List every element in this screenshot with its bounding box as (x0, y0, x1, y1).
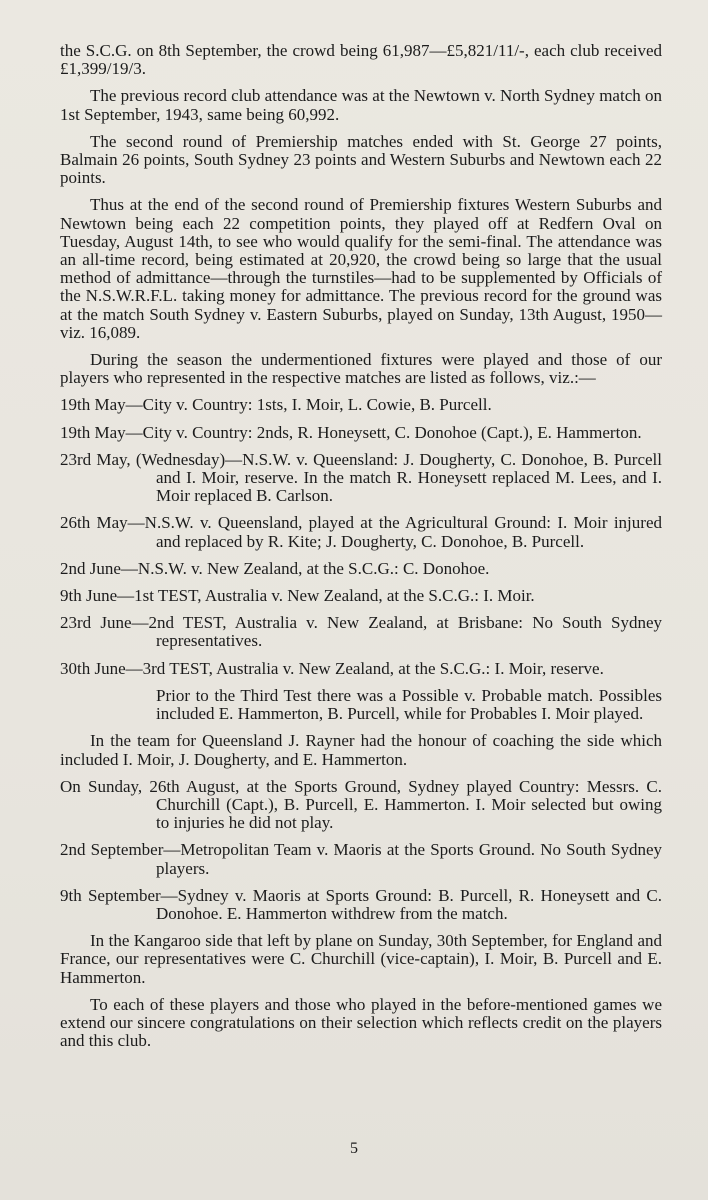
paragraph-congratulations: To each of these players and those who played in the before-mentioned games we extend our sincere congratulations on their selection which reflects credit on the players and this club. (60, 994, 662, 1051)
fixture-item: 30th June—3rd TEST, Australia v. New Zealand, at the S.C.G.: I. Moir, reserve. (60, 658, 604, 678)
fixture-item: 9th June—1st TEST, Australia v. New Zealand, at the S.C.G.: I. Moir. (60, 586, 535, 606)
fixture-item: 23rd May, (Wednesday)—N.S.W. v. Queensland: J. Dougherty, C. Donohoe, B. Purcell and I. Moir, reserve. In the match R. Honeysett replaced M. Lees, and I. Moir replaced B. Carlson. (60, 449, 662, 506)
paragraph-attendance-continued: the S.C.G. on 8th September, the crowd being 61,987—£5,821/11/-, each club received £1,399/19/3. (60, 41, 662, 79)
fixture-item: 9th September—Sydney v. Maoris at Sports Ground: B. Purcell, R. Honeysett and C. Donohoe. E. Hammerton withdrew from the match. (60, 885, 662, 923)
page-number: 5 (350, 1140, 358, 1157)
paragraph-queensland-coaching: In the team for Queensland J. Rayner had the honour of coaching the side which included I. Moir, J. Dougherty, and E. Hammerton. (60, 731, 662, 769)
fixture-note: Prior to the Third Test there was a Possible v. Probable match. Possibles included E. Hammerton, B. Purcell, while for Probables I. Moir played. (156, 685, 662, 724)
fixture-item: On Sunday, 26th August, at the Sports Ground, Sydney played Country: Messrs. C. Churchill (Capt.), B. Purcell, E. Hammerton. I. Moir selected but owing to injuries he did not play. (60, 776, 662, 833)
fixture-item: 26th May—N.S.W. v. Queensland, played at the Agricultural Ground: I. Moir injured and replaced by R. Kite; J. Dougherty, C. Donohoe, B. Purcell. (60, 513, 662, 551)
fixture-item: 23rd June—2nd TEST, Australia v. New Zealand, at Brisbane: No South Sydney representatives. (60, 613, 662, 651)
paragraph-kangaroo-side: In the Kangaroo side that left by plane on Sunday, 30th September, for England and France, our representatives were C. Churchill (vice-captain), I. Moir, B. Purcell and E. Hammerton. (60, 931, 662, 987)
fixture-item: 2nd June—N.S.W. v. New Zealand, at the S.C.G.: C. Donohoe. (60, 558, 490, 578)
fixture-item: 19th May—City v. Country: 2nds, R. Honeysett, C. Donohoe (Capt.), E. Hammerton. (60, 422, 642, 442)
paragraph-previous-record: The previous record club attendance was at the Newtown v. North Sydney match on 1st September, 1943, same being 60,992. (60, 86, 662, 124)
paragraph-play-off: Thus at the end of the second round of Premiership fixtures Western Suburbs and Newtown being each 22 competition points, they played off at Redfern Oval on Tuesday, August 14th, to see who would qualify for the semi-final. The attendance was an all-time record, being estimated at 20,920, the crowd being so large that the usual method of admittance—through the turnstiles—had to be supplemented by Officials of the N.S.W.R.F.L. taking money for admittance. The previous record for the ground was at the match South Sydney v. Eastern Suburbs, played on Sunday, 13th August, 1950—viz. 16,089. (60, 195, 662, 342)
fixture-item: 2nd September—Metropolitan Team v. Maoris at the Sports Ground. No South Sydney players. (60, 840, 662, 878)
fixture-item: 19th May—City v. Country: 1sts, I. Moir, L. Cowie, B. Purcell. (60, 395, 492, 415)
paragraph-fixtures-intro: During the season the undermentioned fixtures were played and those of our players who represented in the respective matches are listed as follows, viz.:— (60, 350, 662, 388)
paragraph-second-round: The second round of Premiership matches ended with St. George 27 points, Balmain 26 points, South Sydney 23 points and Western Suburbs and Newtown each 22 points. (60, 131, 662, 188)
